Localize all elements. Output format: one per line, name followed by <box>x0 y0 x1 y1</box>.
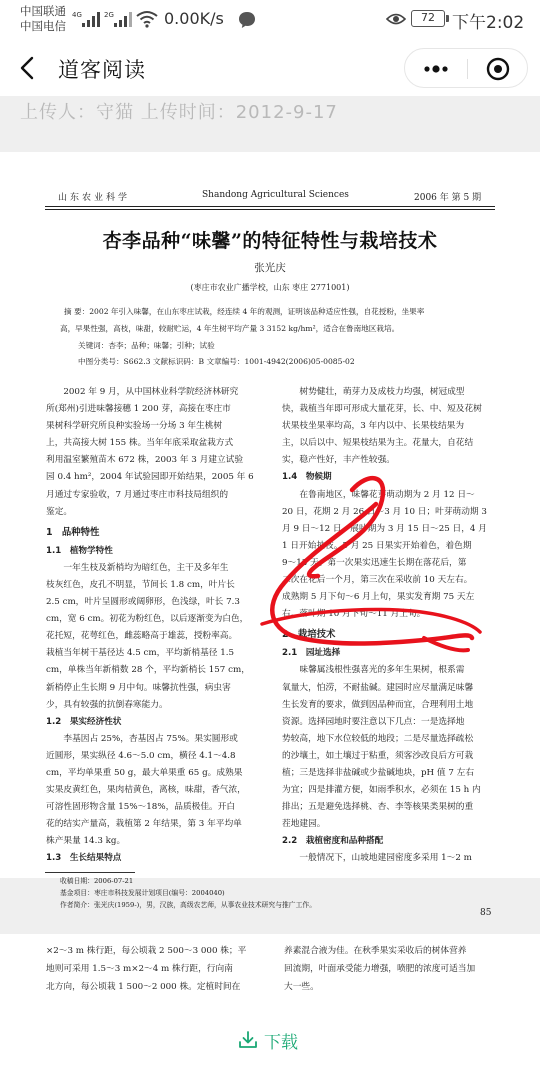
text-line: 在鲁南地区，味馨花芽萌动期为 2 月 12 日～ <box>282 489 475 500</box>
back-arrow-icon <box>14 54 44 82</box>
clock: 下午2:02 <box>452 13 525 33</box>
network-speed: 0.00K/s <box>164 9 224 28</box>
document-page-2 <box>0 934 540 1000</box>
keywords-line: 关键词：杏李；品种；味馨；引种；试验 <box>78 341 215 350</box>
carrier-labels <box>20 4 66 34</box>
battery-tip <box>446 15 449 22</box>
text-line: 9～13 天。第一次果实迅速生长期在落花后，第 <box>282 557 467 568</box>
signal-4g-icon <box>72 9 102 29</box>
text-line: 树势健壮，萌芽力及成枝力均强，树冠成型 <box>282 387 465 397</box>
footnote: 作者简介：张光庆(1959-)，男，汉族，高级农艺师，从事农业技术研究与推广工作。 <box>60 901 316 909</box>
text-line: 味馨属浅根性强喜光的多年生果树，根系需 <box>282 665 465 676</box>
carrier-1: 中国联通 <box>20 4 66 18</box>
text-line: 为宜；四是排灌方便，如雨季积水，必须在 15 h 内 <box>282 785 481 796</box>
text-line: 势较高，地下水位较低的地段；二是尽量选择疏松 <box>282 733 474 744</box>
upload-info: 上传人：守猫 上传时间：2012-9-17 <box>20 102 338 123</box>
journal-issue: 2006 年 第 5 期 <box>414 193 482 203</box>
text-line: 大一些。 <box>284 982 319 992</box>
text-line: 快，栽植当年即可形成大量花芽，长、中、短及花树 <box>282 404 482 415</box>
text-line: 20 日，花期 2 月 26 日～3 月 10 日；叶芽萌动期 3 <box>282 506 487 517</box>
text-line: 回流期，叶面承受能力增强，喷肥的浓度可适当加 <box>284 964 476 974</box>
text-line: 新梢停止生长期 9 月中旬。味馨抗性强，病虫害 <box>46 682 231 693</box>
text-line: 生长发育的要求，做到因品种而宜，合理利用土地 <box>282 699 474 710</box>
text-line: cm，宽 6 cm。初花为粉红色，以后逐渐变为白色， <box>46 614 249 625</box>
text-line: 状果枝坐果率均高，3 年内以中、长果枝结果为 <box>282 421 465 432</box>
more-button[interactable] <box>405 49 467 89</box>
wifi-icon <box>136 10 158 28</box>
footnote: 基金项目：枣庄市科技发展计划项目(编号：2004040) <box>60 889 225 897</box>
text-line: 氧量大，怕涝，不耐盐碱。建园时应尽量满足味馨 <box>282 682 474 693</box>
text-line: 成熟期 5 月下旬～6 月上旬，果实发育期 75 天左 <box>282 592 475 603</box>
article-author: 张光庆 <box>254 262 286 274</box>
text-line: 实，稳产性好，丰产性较强。 <box>282 455 395 466</box>
text-line: 可溶性固形物含量 15%～18%，品质极佳。开白 <box>46 802 236 813</box>
mini-program-capsule <box>404 48 528 88</box>
app-header <box>0 40 540 96</box>
text-line: 果树科学研究所良种实验场一分场 3 年生桃树 <box>46 421 223 432</box>
text-line: 月通过专家验收，7 月通过枣庄市科技局组织的 <box>46 489 229 500</box>
article-title: 杏李品种“味馨”的特征特性与栽培技术 <box>102 230 438 252</box>
red-ink-annotation <box>0 152 540 878</box>
back-button[interactable] <box>14 54 44 82</box>
text-line: 园 0.4 hm²，2004 年试验园即开始结果，2005 年 6 <box>46 472 254 483</box>
carrier-2: 中国电信 <box>20 19 66 33</box>
text-line: 养素混合液为佳。在秋季果实采收后的树体营养 <box>284 946 467 956</box>
text-line: 鉴定。 <box>46 506 73 517</box>
journal-en-name: Shandong Agricultural Sciences <box>202 190 349 200</box>
text-line: 少，具有较强的抗倒春寒能力。 <box>46 699 168 710</box>
text-line: 茬地建园。 <box>282 819 326 830</box>
text-line: 一般情况下，山坡地建园密度多采用 1～2 m <box>282 853 472 864</box>
text-line: 2.5 cm，叶片呈圆形或阔卵形，色浅绿，叶长 7.3 <box>46 597 240 608</box>
text-line: cm，平均单果重 50 g，最大单果重 65 g。成熟果 <box>46 767 243 778</box>
text-line: 植；三是选择非盐碱或少盐碱地块，pH 值 7 左右 <box>282 767 475 778</box>
text-line: 所(郑州)引进味馨接穗 1 200 芽，高接在枣庄市 <box>46 404 231 415</box>
classification-line: 中图分类号：S662.3 文献标识码：B 文章编号：1001-4942(2006)05-0085-02 <box>78 357 355 366</box>
download-icon <box>238 1030 258 1050</box>
text-line: 株产果量 14.3 kg。 <box>46 836 126 847</box>
text-line: cm，单株当年新梢数 28 个，平均新梢长 157 cm， <box>46 665 250 676</box>
page2-right-column <box>284 942 506 996</box>
text-line: 1 日开始抽枝。5 月 25 日果实开始着色，着色期 <box>282 540 472 551</box>
close-button[interactable] <box>468 49 528 89</box>
text-line: 李基因占 25%，杏基因占 75%。果实圆形或 <box>46 733 238 744</box>
text-line: 花的结实产量高，栽植第 2 年结果，第 3 年平均单 <box>46 819 242 830</box>
text-line: 右。落叶期 10 月下旬～11 月上旬。 <box>282 609 426 620</box>
svg-text:4G: 4G <box>72 11 82 19</box>
svg-text:2G: 2G <box>104 11 114 19</box>
eye-comfort-icon <box>386 12 406 26</box>
footnote: 收稿日期：2006-07-21 <box>60 877 134 885</box>
subsection-heading: 1.4 物候期 <box>282 472 332 483</box>
text-line: 花托短，花萼红色，雌蕊略高于雄蕊，授粉率高。 <box>46 631 238 642</box>
text-line: 2002 年 9 月，从中国林业科学院经济林研究 <box>46 387 239 397</box>
bottom-bar <box>0 1000 540 1080</box>
subsection-heading: 2.1 园址选择 <box>282 648 341 659</box>
section-heading: 1 品种特性 <box>46 526 100 538</box>
document-viewer[interactable] <box>0 96 540 1000</box>
abstract-line: 摘 要：2002 年引入味馨，在山东枣庄试栽，经连续 4 年的观测，证明该品种适应性强，自花授粉，坐果率 <box>64 307 425 316</box>
subsection-heading: 1.1 植物学特性 <box>46 545 113 556</box>
text-line: 一年生枝及新梢均为暗红色，主干及多年生 <box>46 562 229 573</box>
section-heading: 2 栽培技术 <box>282 629 336 641</box>
text-line: 近圆形，果实纵径 4.6～5.0 cm，横径 4.1～4.8 <box>46 750 236 761</box>
target-close-icon <box>468 49 528 89</box>
text-line: 月 9 日～12 日，展叶期为 3 月 15 日～25 日，4 月 <box>282 523 487 534</box>
text-line: 上，共高接大树 155 株。当年年底采取盆栽方式 <box>46 438 234 449</box>
chat-bubble-icon <box>238 11 256 29</box>
subsection-heading: 1.2 果实经济性状 <box>46 716 122 727</box>
abstract-line: 高，早果性强，高枝，味甜，较耐贮运，4 年生树平均产量 3 3152 kg/hm²，适合在鲁南地区栽培。 <box>60 324 400 333</box>
text-line: 地则可采用 1.5～3 m×2～4 m 株行距，行向南 <box>46 964 233 974</box>
text-line: 利用温室繁殖苗木 672 株，2003 年 3 月建立试验 <box>46 455 244 466</box>
text-line: ×2～3 m 株行距，每公顷栽 2 500～3 000 株；平 <box>46 946 247 956</box>
battery-level: 72 <box>411 10 445 27</box>
text-line: 北方向，每公顷栽 1 500～2 000 株。定植时间在 <box>46 982 241 992</box>
text-line: 二次在花后一个月，第三次在采收前 10 天左右。 <box>282 575 473 586</box>
text-line: 枝灰红色，皮孔不明显，节间长 1.8 cm，叶片长 <box>46 579 235 590</box>
more-dots-icon <box>405 49 467 89</box>
status-bar <box>0 0 540 40</box>
text-line: 主，以后以中、短果枝结果为主。花量大，自花结 <box>282 438 474 449</box>
page-title: 道客阅读 <box>58 58 146 82</box>
text-line: 的沙壤土，如土壤过于粘重，须客沙改良后方可栽 <box>282 750 474 761</box>
text-line: 资源。选择园地时要注意以下几点：一是选择地 <box>282 716 465 727</box>
subsection-heading: 1.3 生长结果特点 <box>46 853 122 864</box>
document-page-1 <box>0 152 540 918</box>
text-line: 排出；五是避免选择桃、杏、李等核果类果树的重 <box>282 802 474 813</box>
page2-left-column <box>46 942 276 996</box>
download-label: 下载 <box>264 1032 298 1053</box>
article-affiliation: (枣庄市农业广播学校，山东 枣庄 2771001) <box>190 283 350 292</box>
subsection-heading: 2.2 栽植密度和品种搭配 <box>282 836 384 847</box>
download-button[interactable] <box>238 1028 298 1052</box>
journal-cn-name: 山东农业科学 <box>58 193 131 203</box>
signal-2g-icon <box>104 9 134 29</box>
text-line: 栽植当年树干基径达 4.5 cm，平均新梢基径 1.5 <box>46 648 235 659</box>
text-line: 实果皮黄红色，果肉桔黄色，离核，味甜，香气浓， <box>46 785 246 796</box>
page-number: 85 <box>480 908 492 918</box>
